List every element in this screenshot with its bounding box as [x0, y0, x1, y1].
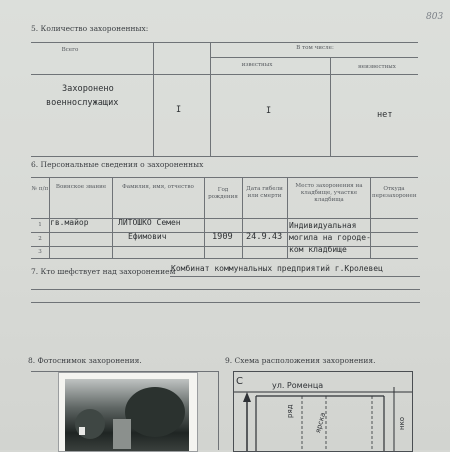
row-num: 3	[38, 249, 42, 255]
photo-image	[65, 379, 189, 451]
row-num: 1	[38, 222, 42, 228]
street-label: ул. Роменца	[272, 381, 324, 390]
photo-tree	[125, 387, 185, 437]
header-place: Место захоронения на кладбище, участке кладбища	[295, 183, 363, 203]
burial-place-line1: Индивидуальная	[289, 221, 357, 230]
section7-label: 7. Кто шефствует над захоронением	[31, 267, 176, 276]
street-label: ярска	[314, 411, 328, 435]
section6-title: 6. Персональные сведения о захороненных	[31, 160, 204, 169]
row-label-line2: военнослужащих	[46, 98, 119, 108]
table5-top-border	[31, 42, 418, 43]
header-num: № п/п	[31, 186, 49, 192]
patron-organization: Комбинат коммунальных предприятий г.Кролевец	[171, 264, 383, 273]
grave-photo	[58, 372, 198, 452]
col-total-header: Всего	[61, 47, 79, 53]
person-born: 1909	[212, 232, 233, 242]
person-name-line1: ЛИТОШКО Семен	[118, 218, 181, 227]
header-from: Откуда перезахоронен	[372, 186, 417, 199]
street-label: нко	[398, 416, 406, 430]
person-death: 24.9.43	[246, 232, 283, 242]
col-unknown-header: неизвестных	[358, 64, 396, 70]
table6-row-line	[31, 246, 418, 247]
corner-note: 803	[426, 12, 444, 22]
section8-title: 8. Фотоснимок захоронения.	[28, 356, 142, 365]
section9-title: 9. Схема расположения захоронения.	[225, 356, 376, 365]
section7-blank-line	[31, 302, 420, 303]
site-map	[233, 371, 413, 452]
table5-header-bottom	[31, 74, 418, 75]
value-unknown: нет	[377, 110, 393, 120]
table6-bottom-border	[31, 258, 418, 259]
row-num: 2	[38, 236, 42, 242]
table5-subheader-line	[210, 57, 418, 58]
person-rank: гв.майор	[50, 218, 89, 227]
table6-col-divider	[370, 177, 371, 258]
photo-highlight	[79, 427, 85, 435]
street-label: ряд	[286, 404, 294, 418]
photo-area-right-border	[218, 371, 219, 450]
value-known: I	[266, 106, 272, 116]
table5-bottom-border	[31, 156, 418, 157]
table6-col-divider	[112, 177, 113, 258]
header-rank: Воинское звание	[55, 184, 107, 190]
value-total: I	[176, 105, 182, 115]
burial-place-line3: ком кладбище	[289, 245, 347, 254]
header-born: Год рождения	[208, 187, 238, 200]
table6-top-border	[31, 177, 418, 178]
table5-col-divider	[330, 57, 331, 156]
burial-place-line2: могила на городе-	[289, 233, 371, 242]
row-label-line1: Захоронено	[62, 84, 114, 94]
section7-underline	[170, 276, 420, 277]
col-incl-header: В том числе:	[296, 45, 334, 51]
header-name: Фамилия, имя, отчество	[122, 184, 194, 190]
compass-north-label: С	[236, 376, 243, 387]
person-name-line2: Ефимович	[128, 232, 167, 241]
header-death: Дата гибели или смерти	[246, 186, 283, 199]
table5-col-divider	[153, 42, 154, 156]
table6-col-divider	[287, 177, 288, 258]
section5-title: 5. Количество захороненных:	[31, 24, 149, 33]
table6-header-bottom	[31, 218, 418, 219]
photo-monument	[113, 419, 131, 449]
section7-blank-line	[31, 289, 420, 290]
col-known-header: известных	[241, 62, 273, 68]
table5-col-divider	[210, 42, 211, 156]
